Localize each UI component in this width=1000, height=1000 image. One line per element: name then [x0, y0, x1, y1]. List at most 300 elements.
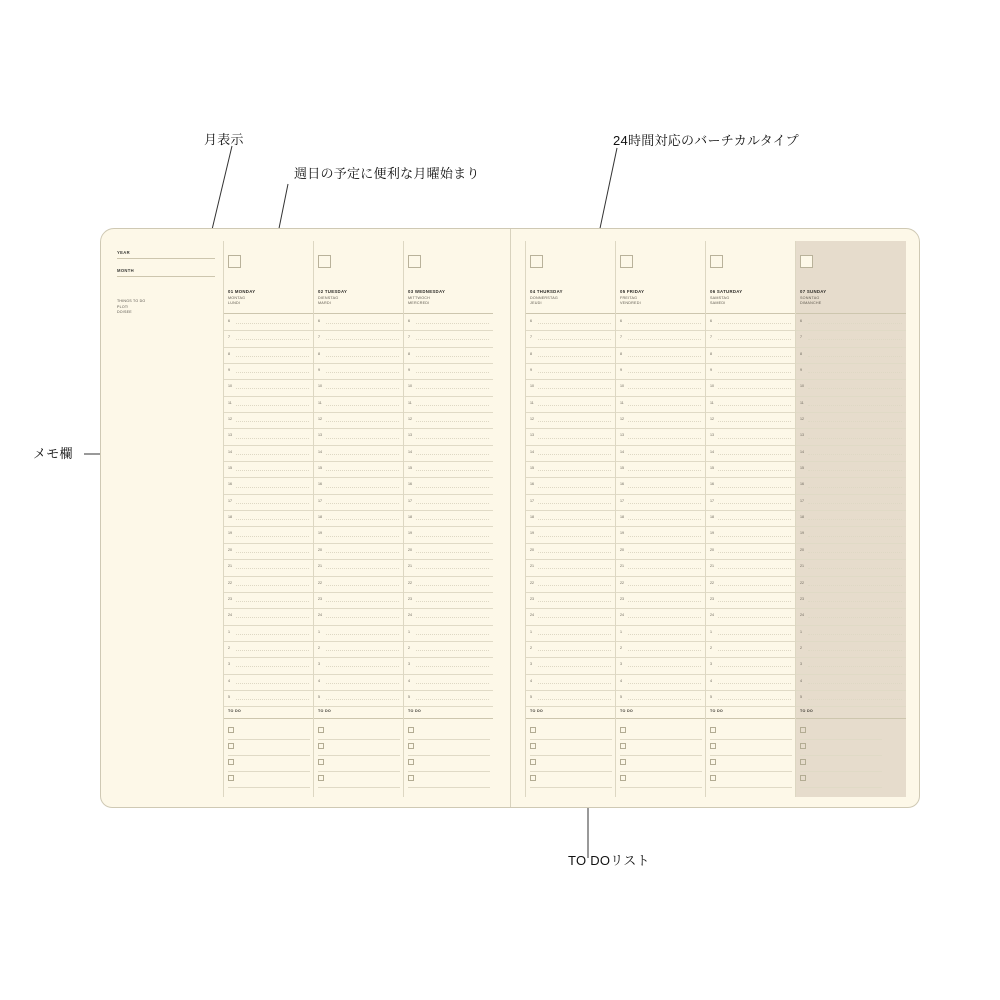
day-name-de: FREITAG [620, 295, 638, 300]
day-column-saturday[interactable] [705, 241, 795, 797]
todo-item-row[interactable] [530, 723, 612, 740]
half-hour-rule [808, 438, 902, 439]
hour-row[interactable] [404, 495, 493, 511]
hour-label: 21 [710, 564, 714, 569]
todo-checkbox[interactable] [800, 743, 806, 749]
hour-row[interactable] [796, 691, 906, 707]
hour-grid-friday[interactable] [616, 315, 705, 705]
memo-area[interactable] [117, 241, 215, 797]
hour-row[interactable] [796, 642, 906, 658]
half-hour-rule [416, 601, 489, 602]
hour-row[interactable] [796, 495, 906, 511]
hour-row[interactable] [224, 511, 313, 527]
day-checkbox-monday[interactable] [228, 255, 241, 268]
hour-label: 2 [620, 645, 622, 650]
hour-row[interactable] [404, 511, 493, 527]
hour-row[interactable] [616, 495, 705, 511]
half-hour-rule [718, 356, 791, 357]
todo-checkbox[interactable] [620, 759, 626, 765]
hour-row[interactable] [796, 675, 906, 691]
hour-row[interactable] [616, 462, 705, 478]
todo-item-row[interactable] [408, 739, 490, 756]
hour-row[interactable] [224, 675, 313, 691]
hour-row[interactable] [314, 397, 403, 413]
day-column-monday[interactable] [223, 241, 313, 797]
hour-label: 22 [710, 580, 714, 585]
hour-row[interactable] [706, 593, 795, 609]
hour-row[interactable] [314, 429, 403, 445]
hour-row[interactable] [314, 511, 403, 527]
hour-row[interactable] [224, 462, 313, 478]
hour-row[interactable] [616, 593, 705, 609]
hour-row[interactable] [314, 609, 403, 625]
hour-row[interactable] [526, 658, 615, 674]
hour-label: 6 [710, 319, 712, 323]
hour-row[interactable] [224, 577, 313, 593]
hour-row[interactable] [404, 544, 493, 560]
hour-label: 24 [408, 613, 412, 618]
hour-row[interactable] [706, 691, 795, 707]
half-hour-rule [326, 650, 399, 651]
day-column-wednesday[interactable] [403, 241, 493, 797]
half-hour-rule [326, 699, 399, 700]
hour-label: 19 [710, 531, 714, 536]
todo-item-row[interactable] [228, 755, 310, 772]
hour-label: 22 [800, 580, 804, 585]
hour-row[interactable] [616, 380, 705, 396]
hour-row[interactable] [404, 429, 493, 445]
todo-checkbox[interactable] [800, 727, 806, 733]
half-hour-rule [628, 438, 701, 439]
half-hour-rule [538, 699, 611, 700]
todo-checkbox[interactable] [408, 743, 414, 749]
hour-row[interactable] [404, 380, 493, 396]
todo-block-tuesday[interactable] [314, 709, 403, 791]
todo-checkbox[interactable] [620, 775, 626, 781]
hour-row[interactable] [224, 593, 313, 609]
hour-row[interactable] [224, 380, 313, 396]
hour-row[interactable] [796, 364, 906, 380]
hour-label: 22 [408, 580, 412, 585]
todo-checkbox[interactable] [228, 775, 234, 781]
half-hour-rule [628, 323, 701, 324]
hour-row[interactable] [796, 462, 906, 478]
hour-row[interactable] [796, 429, 906, 445]
hour-row[interactable] [314, 577, 403, 593]
hour-row[interactable] [314, 593, 403, 609]
todo-checkbox[interactable] [228, 727, 234, 733]
hour-label: 1 [530, 629, 532, 634]
hour-row[interactable] [526, 429, 615, 445]
todo-item-row[interactable] [800, 723, 882, 740]
half-hour-rule [538, 552, 611, 553]
todo-checkbox[interactable] [710, 759, 716, 765]
todo-item-row[interactable] [800, 755, 882, 772]
todo-checkbox[interactable] [228, 759, 234, 765]
half-hour-rule [416, 356, 489, 357]
todo-checkbox[interactable] [530, 727, 536, 733]
todo-checkbox[interactable] [530, 775, 536, 781]
hour-grid-wednesday[interactable] [404, 315, 493, 705]
todo-item-row[interactable] [318, 771, 400, 788]
half-hour-rule [416, 470, 489, 471]
todo-checkbox[interactable] [530, 743, 536, 749]
hour-row[interactable] [616, 429, 705, 445]
hour-row[interactable] [314, 626, 403, 642]
hour-row[interactable] [404, 642, 493, 658]
hour-row[interactable] [224, 429, 313, 445]
todo-item-row[interactable] [318, 739, 400, 756]
day-checkbox-thursday[interactable] [530, 255, 543, 268]
hour-row[interactable] [224, 658, 313, 674]
todo-item-row[interactable] [318, 755, 400, 772]
todo-checkbox[interactable] [710, 743, 716, 749]
hour-row[interactable] [526, 446, 615, 462]
half-hour-rule [808, 650, 902, 651]
hour-row[interactable] [526, 577, 615, 593]
hour-row[interactable] [706, 609, 795, 625]
hour-row[interactable] [526, 675, 615, 691]
hour-row[interactable] [706, 495, 795, 511]
hour-row[interactable] [616, 478, 705, 494]
hour-row[interactable] [404, 577, 493, 593]
hour-row[interactable] [526, 626, 615, 642]
hour-row[interactable] [616, 544, 705, 560]
hour-row[interactable] [796, 511, 906, 527]
hour-label: 19 [408, 531, 412, 536]
todo-checkbox[interactable] [620, 743, 626, 749]
hour-row[interactable] [616, 577, 705, 593]
hour-row[interactable] [224, 397, 313, 413]
hour-row[interactable] [314, 658, 403, 674]
hour-row[interactable] [224, 691, 313, 707]
hour-row[interactable] [526, 544, 615, 560]
hour-row[interactable] [526, 478, 615, 494]
hour-row[interactable] [526, 609, 615, 625]
hour-row[interactable] [404, 691, 493, 707]
todo-item-row[interactable] [530, 739, 612, 756]
hour-row[interactable] [616, 348, 705, 364]
hour-row[interactable] [706, 577, 795, 593]
hour-row[interactable] [404, 626, 493, 642]
hour-row[interactable] [314, 675, 403, 691]
todo-checkbox[interactable] [800, 775, 806, 781]
todo-item-row[interactable] [710, 739, 792, 756]
todo-item-row[interactable] [228, 771, 310, 788]
hour-row[interactable] [526, 511, 615, 527]
hour-row[interactable] [224, 348, 313, 364]
day-name-fr: LUNDI [228, 300, 241, 305]
hour-row[interactable] [706, 397, 795, 413]
day-column-sunday[interactable] [795, 241, 906, 797]
todo-item-row[interactable] [710, 755, 792, 772]
hour-grid-saturday[interactable] [706, 315, 795, 705]
todo-item-row[interactable] [318, 723, 400, 740]
hour-row[interactable] [706, 511, 795, 527]
hour-row[interactable] [706, 658, 795, 674]
todo-checkbox[interactable] [408, 775, 414, 781]
hour-row[interactable] [706, 527, 795, 543]
half-hour-rule [808, 699, 902, 700]
day-checkbox-saturday[interactable] [710, 255, 723, 268]
hour-row[interactable] [526, 642, 615, 658]
hour-label: 3 [318, 662, 320, 667]
half-hour-rule [326, 585, 399, 586]
hour-row[interactable] [314, 315, 403, 331]
hour-row[interactable] [224, 544, 313, 560]
half-hour-rule [416, 650, 489, 651]
hour-row[interactable] [706, 446, 795, 462]
todo-checkbox[interactable] [408, 759, 414, 765]
todo-block-thursday[interactable] [526, 709, 615, 791]
hour-row[interactable] [404, 527, 493, 543]
hour-row[interactable] [404, 446, 493, 462]
hour-row[interactable] [526, 593, 615, 609]
hour-row[interactable] [526, 397, 615, 413]
hour-row[interactable] [616, 397, 705, 413]
hour-grid-tuesday[interactable] [314, 315, 403, 705]
todo-checkbox[interactable] [710, 727, 716, 733]
todo-item-row[interactable] [800, 739, 882, 756]
todo-checkbox[interactable] [408, 727, 414, 733]
hour-row[interactable] [404, 397, 493, 413]
hour-row[interactable] [796, 527, 906, 543]
hour-row[interactable] [616, 626, 705, 642]
hour-row[interactable] [404, 560, 493, 576]
hour-row[interactable] [796, 626, 906, 642]
hour-row[interactable] [526, 691, 615, 707]
hour-label: 15 [620, 466, 624, 471]
half-hour-rule [538, 356, 611, 357]
hour-row[interactable] [526, 527, 615, 543]
hour-row[interactable] [224, 331, 313, 347]
hour-row[interactable] [314, 544, 403, 560]
hour-row[interactable] [224, 446, 313, 462]
todo-checkbox[interactable] [710, 775, 716, 781]
hour-row[interactable] [706, 315, 795, 331]
hour-row[interactable] [796, 560, 906, 576]
hour-row[interactable] [796, 380, 906, 396]
hour-row[interactable] [404, 413, 493, 429]
hour-row[interactable] [314, 446, 403, 462]
todo-item-row[interactable] [710, 771, 792, 788]
day-column-thursday[interactable] [525, 241, 615, 797]
hour-row[interactable] [526, 462, 615, 478]
todo-checkbox[interactable] [800, 759, 806, 765]
hour-row[interactable] [706, 331, 795, 347]
hour-row[interactable] [224, 609, 313, 625]
hour-row[interactable] [616, 331, 705, 347]
hour-row[interactable] [706, 626, 795, 642]
hour-grid-sunday[interactable] [796, 315, 906, 705]
hour-row[interactable] [224, 478, 313, 494]
hour-row[interactable] [314, 331, 403, 347]
hour-row[interactable] [526, 348, 615, 364]
todo-item-row[interactable] [408, 755, 490, 772]
hour-row[interactable] [616, 446, 705, 462]
todo-item-row[interactable] [530, 755, 612, 772]
hour-row[interactable] [314, 413, 403, 429]
todo-item-row[interactable] [620, 755, 702, 772]
hour-row[interactable] [404, 609, 493, 625]
todo-checkbox[interactable] [530, 759, 536, 765]
todo-item-row[interactable] [710, 723, 792, 740]
hour-label: 20 [530, 547, 534, 552]
todo-item-row[interactable] [408, 723, 490, 740]
todo-block-monday[interactable] [224, 709, 313, 791]
hour-row[interactable] [314, 348, 403, 364]
hour-label: 3 [530, 662, 532, 667]
todo-checkbox[interactable] [318, 775, 324, 781]
hour-row[interactable] [706, 364, 795, 380]
hour-row[interactable] [314, 478, 403, 494]
hour-row[interactable] [616, 691, 705, 707]
hour-row[interactable] [404, 348, 493, 364]
day-checkbox-wednesday[interactable] [408, 255, 421, 268]
hour-row[interactable] [706, 544, 795, 560]
hour-row[interactable] [404, 478, 493, 494]
hour-row[interactable] [314, 462, 403, 478]
hour-row[interactable] [616, 413, 705, 429]
hour-row[interactable] [404, 675, 493, 691]
todo-block-sunday[interactable] [796, 709, 906, 791]
hour-label: 21 [408, 564, 412, 569]
todo-title: TO DO [620, 709, 634, 713]
hour-row[interactable] [314, 560, 403, 576]
year-label: YEAR [117, 250, 130, 255]
hour-label: 6 [800, 319, 802, 323]
hour-row[interactable] [314, 364, 403, 380]
hour-row[interactable] [796, 446, 906, 462]
todo-item-row[interactable] [530, 771, 612, 788]
hour-row[interactable] [796, 478, 906, 494]
hour-row[interactable] [706, 642, 795, 658]
hour-row[interactable] [616, 560, 705, 576]
hour-row[interactable] [706, 348, 795, 364]
hour-row[interactable] [404, 364, 493, 380]
hour-row[interactable] [796, 331, 906, 347]
hour-label: 1 [800, 629, 802, 634]
half-hour-rule [326, 536, 399, 537]
hour-row[interactable] [224, 315, 313, 331]
todo-checkbox[interactable] [318, 727, 324, 733]
hour-row[interactable] [404, 462, 493, 478]
header-divider [706, 313, 795, 314]
hour-row[interactable] [796, 658, 906, 674]
hour-row[interactable] [706, 462, 795, 478]
hour-row[interactable] [404, 331, 493, 347]
hour-row[interactable] [796, 593, 906, 609]
half-hour-rule [718, 421, 791, 422]
day-checkbox-tuesday[interactable] [318, 255, 331, 268]
hour-row[interactable] [616, 364, 705, 380]
hour-label: 6 [318, 319, 320, 323]
todo-block-wednesday[interactable] [404, 709, 493, 791]
day-name-en: 04 THURSDAY [530, 289, 563, 294]
hour-row[interactable] [224, 560, 313, 576]
day-column-friday[interactable] [615, 241, 705, 797]
hour-row[interactable] [796, 413, 906, 429]
hour-label: 7 [318, 335, 320, 340]
hour-row[interactable] [314, 642, 403, 658]
day-column-tuesday[interactable] [313, 241, 403, 797]
todo-item-row[interactable] [228, 739, 310, 756]
day-name-en: 01 MONDAY [228, 289, 256, 294]
hour-row[interactable] [224, 626, 313, 642]
hour-row[interactable] [706, 429, 795, 445]
todo-item-row[interactable] [800, 771, 882, 788]
hour-row[interactable] [224, 642, 313, 658]
hour-row[interactable] [796, 609, 906, 625]
todo-item-row[interactable] [620, 739, 702, 756]
hour-row[interactable] [314, 527, 403, 543]
hour-row[interactable] [616, 511, 705, 527]
hour-row[interactable] [616, 642, 705, 658]
todo-checkbox[interactable] [318, 743, 324, 749]
hour-row[interactable] [224, 413, 313, 429]
hour-row[interactable] [224, 495, 313, 511]
todo-block-friday[interactable] [616, 709, 705, 791]
hour-row[interactable] [526, 413, 615, 429]
hour-row[interactable] [314, 495, 403, 511]
hour-row[interactable] [796, 577, 906, 593]
hour-row[interactable] [616, 315, 705, 331]
hour-row[interactable] [796, 315, 906, 331]
hour-row[interactable] [616, 609, 705, 625]
hour-row[interactable] [616, 658, 705, 674]
hour-row[interactable] [706, 478, 795, 494]
hour-row[interactable] [796, 348, 906, 364]
hour-row[interactable] [526, 364, 615, 380]
hour-row[interactable] [616, 675, 705, 691]
hour-row[interactable] [224, 364, 313, 380]
todo-item-row[interactable] [620, 771, 702, 788]
hour-row[interactable] [526, 560, 615, 576]
hour-row[interactable] [526, 495, 615, 511]
hour-label: 8 [710, 351, 712, 356]
hour-row[interactable] [796, 397, 906, 413]
half-hour-rule [628, 617, 701, 618]
todo-block-saturday[interactable] [706, 709, 795, 791]
hour-row[interactable] [706, 675, 795, 691]
todo-checkbox[interactable] [318, 759, 324, 765]
todo-item-row[interactable] [228, 723, 310, 740]
hour-row[interactable] [314, 380, 403, 396]
hour-row[interactable] [796, 544, 906, 560]
hour-row[interactable] [616, 527, 705, 543]
hour-row[interactable] [224, 527, 313, 543]
hour-grid-thursday[interactable] [526, 315, 615, 705]
half-hour-rule [538, 470, 611, 471]
hour-row[interactable] [404, 658, 493, 674]
hour-row[interactable] [526, 380, 615, 396]
hour-row[interactable] [404, 593, 493, 609]
hour-grid-monday[interactable] [224, 315, 313, 705]
hour-row[interactable] [526, 331, 615, 347]
day-checkbox-friday[interactable] [620, 255, 633, 268]
hour-row[interactable] [706, 560, 795, 576]
todo-checkbox[interactable] [620, 727, 626, 733]
hour-row[interactable] [404, 315, 493, 331]
hour-row[interactable] [526, 315, 615, 331]
hour-row[interactable] [706, 413, 795, 429]
hour-row[interactable] [314, 691, 403, 707]
day-checkbox-sunday[interactable] [800, 255, 813, 268]
todo-item-row[interactable] [408, 771, 490, 788]
todo-item-row[interactable] [620, 723, 702, 740]
hour-row[interactable] [706, 380, 795, 396]
todo-checkbox[interactable] [228, 743, 234, 749]
